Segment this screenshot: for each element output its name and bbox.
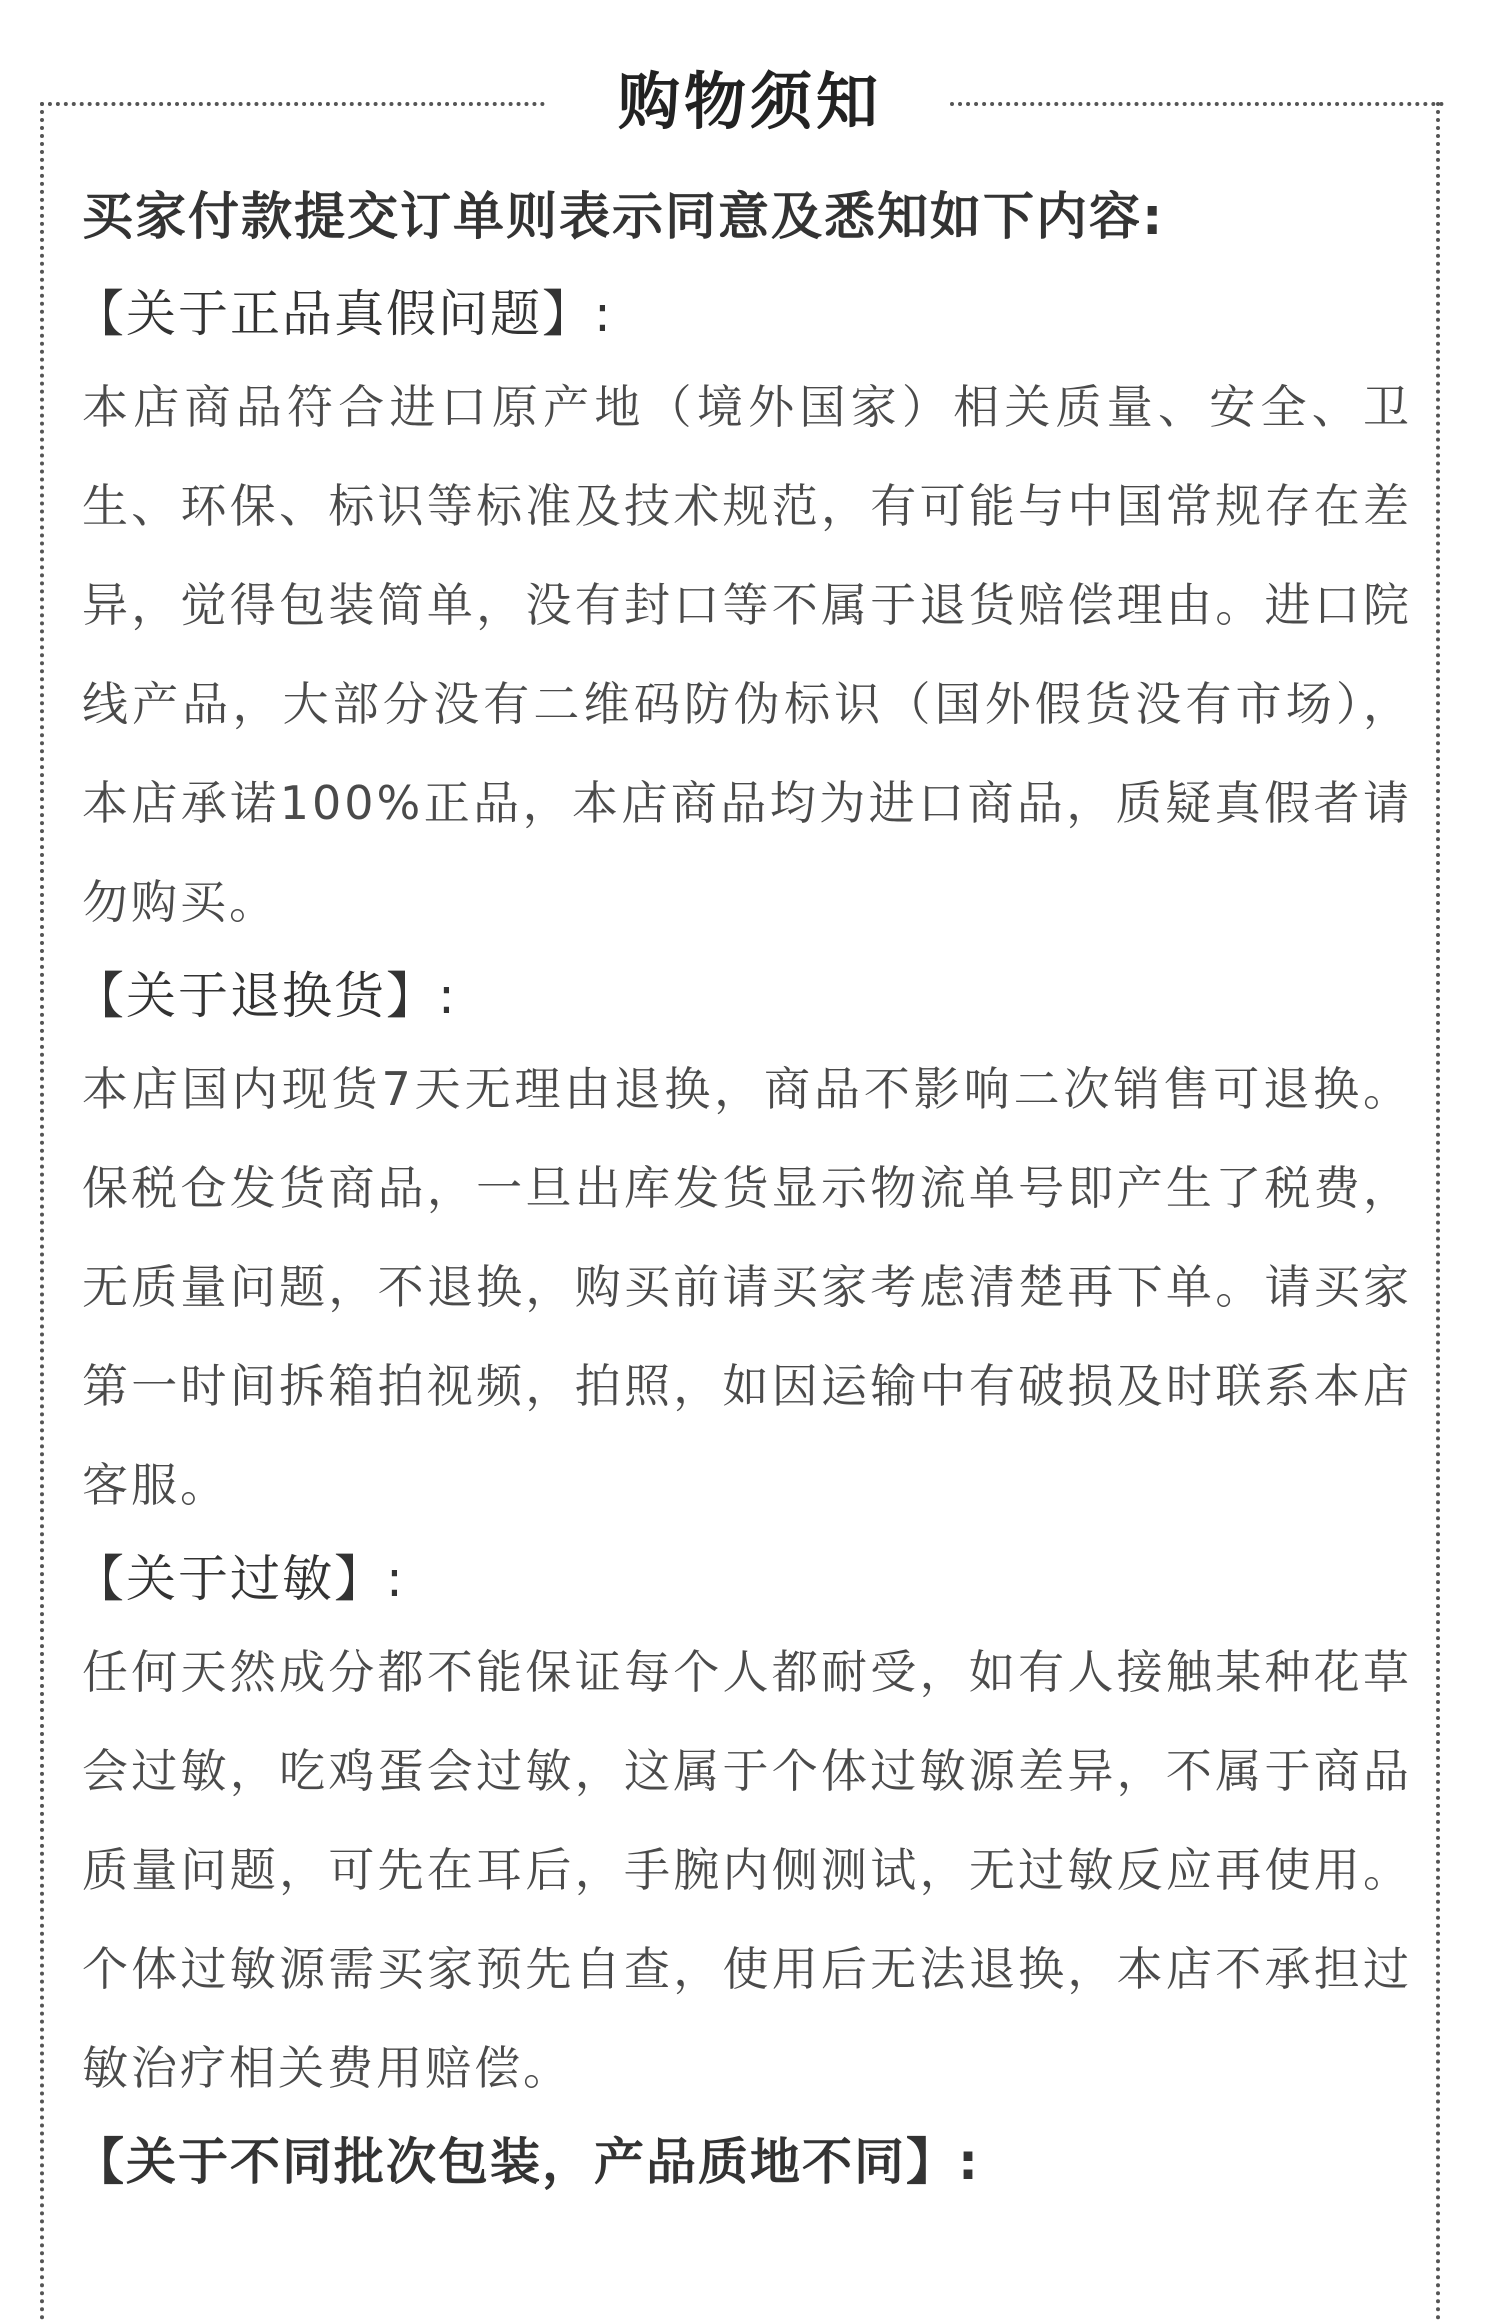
section-body-authenticity: 本店商品符合进口原产地（境外国家）相关质量、安全、卫生、环保、标识等标准及技术规范，有可能与中国常规存在差异，觉得包装简单，没有封口等不属于退货赔偿理由。进口院线产品，大部分没有二维码防伪标识（国外假货没有市场），本店承诺100%正品，本店商品均为进口商品，质疑真假者请勿购买。 (82, 380, 1412, 929)
section-heading-batch-packaging: 【关于不同批次包装，产品质地不同】: (74, 2133, 980, 2191)
notice-content (74, 176, 1412, 2206)
intro-statement: 买家付款提交订单则表示同意及悉知如下内容: (82, 188, 1165, 247)
section-body-allergy: 任何天然成分都不能保证每个人都耐受，如有人接触某种花草会过敏，吃鸡蛋会过敏，这属于个体过敏源差异，不属于商品质量问题，可先在耳后，手腕内侧测试，无过敏反应再使用。个体过敏源需买家预先自查，使用后无法退换，本店不承担过敏治疗相关费用赔偿。 (82, 1645, 1412, 2095)
section-heading-allergy: 【关于过敏】: (74, 1550, 405, 1608)
section-heading-authenticity: 【关于正品真假问题】: (74, 285, 613, 343)
section-body-returns: 本店国内现货7天无理由退换，商品不影响二次销售可退换。保税仓发货商品，一旦出库发货显示物流单号即产生了税费，无质量问题，不退换，购买前请买家考虑清楚再下单。请买家第一时间拆箱拍视频，拍照，如因运输中有破损及时联系本店客服。 (82, 1062, 1412, 1512)
section-heading-returns: 【关于退换货】: (74, 967, 457, 1025)
notice-title: 购物须知 (617, 65, 882, 138)
